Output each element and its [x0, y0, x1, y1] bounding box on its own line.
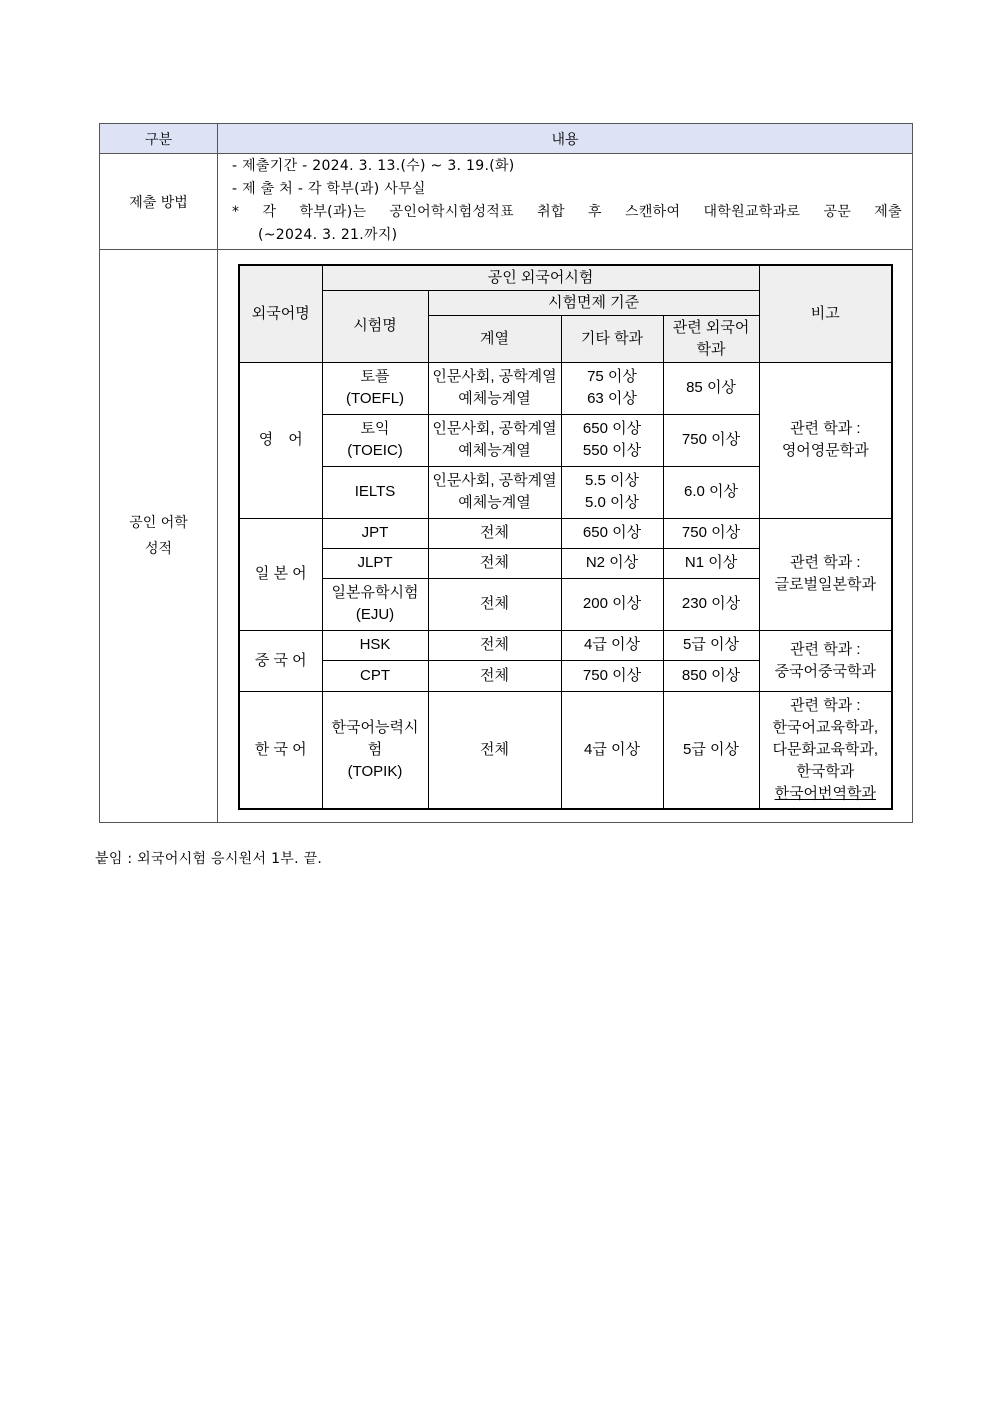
eju-field: 전체 [428, 578, 561, 630]
toefl-field [428, 362, 561, 414]
exam-ielts: IELTS [322, 466, 428, 518]
note-word: 대학원교학과로 [703, 204, 801, 220]
exam-name-line: 토플 [360, 368, 390, 385]
submission-deadline: (~2024. 3. 21.까지) [258, 227, 398, 243]
exam-eju [322, 578, 428, 630]
header-content: 내용 [218, 124, 913, 154]
note-chinese [759, 630, 892, 691]
exam-toefl [322, 362, 428, 414]
exam-cpt: CPT [322, 660, 428, 691]
note-word: * [232, 204, 240, 220]
score-label [100, 250, 218, 823]
field-line: 인문사회, 공학계열 [432, 420, 557, 437]
header-language: 외국어명 [239, 265, 322, 362]
score-line: 550 이상 [582, 442, 642, 459]
note-japanese [759, 518, 892, 630]
toefl-other [561, 362, 663, 414]
header-related-line: 관련 외국어 [672, 318, 750, 336]
note-korean [759, 691, 892, 809]
note-word: 취합 [537, 204, 565, 220]
hsk-field: 전체 [428, 630, 561, 660]
score-content [218, 250, 913, 823]
cpt-field: 전체 [428, 660, 561, 691]
language-exam-table [238, 264, 893, 810]
score-line: 75 이상 [587, 368, 637, 385]
field-line: 예체능계열 [458, 442, 531, 459]
exam-name-line: 일본유학시험 [331, 584, 419, 601]
exam-name-line: 토익 [360, 420, 390, 437]
note-line: 관련 학과 : [790, 640, 861, 658]
header-exemption: 시험면제 기준 [428, 290, 759, 315]
note-line: 중국어중국학과 [774, 662, 877, 680]
note-word: 공인어학시험성적표 [389, 204, 514, 220]
toefl-related: 85 이상 [663, 362, 759, 414]
note-line: 관련 학과 : [790, 420, 861, 437]
submission-note [232, 201, 902, 224]
jlpt-other: N2 이상 [561, 548, 663, 578]
attachment-note: 붙임 : 외국어시험 응시원서 1부. 끝. [95, 851, 323, 867]
note-line: 한국학과 [796, 762, 855, 780]
exam-topik [322, 691, 428, 809]
header-category: 구분 [100, 124, 218, 154]
lang-chinese: 중 국 어 [239, 630, 322, 691]
note-line: 관련 학과 : [790, 554, 861, 571]
header-official-exam: 공인 외국어시험 [322, 265, 759, 290]
score-line: 650 이상 [582, 420, 642, 437]
hsk-other: 4급 이상 [561, 630, 663, 660]
lang-english: 영 어 [239, 362, 322, 518]
note-line: 관련 학과 : [790, 696, 861, 714]
note-word: 스캔하여 [625, 204, 681, 220]
method-content [218, 154, 913, 250]
note-word: 각 [262, 204, 277, 220]
field-line: 인문사회, 공학계열 [432, 472, 557, 489]
score-line: 63 이상 [587, 390, 637, 407]
field-line: 인문사회, 공학계열 [432, 368, 557, 385]
toeic-field [428, 414, 561, 466]
field-line: 예체능계열 [458, 390, 531, 407]
header-note: 비고 [759, 265, 892, 362]
score-line: 5.0 이상 [585, 494, 639, 511]
field-line: 예체능계열 [458, 494, 531, 511]
jlpt-related: N1 이상 [663, 548, 759, 578]
note-line: 다문화교육학과, [772, 740, 879, 758]
exam-name-line: 한국어능력시 [331, 718, 419, 736]
topik-other: 4급 이상 [561, 691, 663, 809]
score-label-line: 공인 어학 [129, 515, 188, 531]
ielts-other [561, 466, 663, 518]
note-line: 영어영문학과 [781, 442, 869, 459]
topik-related: 5급 이상 [663, 691, 759, 809]
header-field: 계열 [428, 315, 561, 362]
exam-name-line: (TOEFL) [345, 390, 405, 407]
header-exam-name: 시험명 [322, 290, 428, 362]
exam-jlpt: JLPT [322, 548, 428, 578]
exam-hsk: HSK [322, 630, 428, 660]
jpt-related: 750 이상 [663, 518, 759, 548]
exam-name-line: (TOEIC) [347, 442, 403, 459]
header-related-line: 학과 [696, 340, 726, 358]
header-related-dept [663, 315, 759, 362]
score-line: 5.5 이상 [585, 472, 639, 489]
submission-period: - 제출기간 - 2024. 3. 13.(수) ~ 3. 19.(화) [232, 158, 515, 174]
jlpt-field: 전체 [428, 548, 561, 578]
method-label: 제출 방법 [100, 154, 218, 250]
exam-name-line: (TOPIK) [347, 762, 403, 780]
jpt-field: 전체 [428, 518, 561, 548]
exam-jpt: JPT [322, 518, 428, 548]
exam-name-line: 험 [367, 740, 383, 758]
ielts-related: 6.0 이상 [663, 466, 759, 518]
submission-place: - 제 출 처 - 각 학부(과) 사무실 [232, 181, 426, 197]
eju-other: 200 이상 [561, 578, 663, 630]
note-word: 공문 [823, 204, 852, 220]
toeic-other [561, 414, 663, 466]
exam-name-line: (EJU) [355, 606, 395, 623]
header-other-dept: 기타 학과 [561, 315, 663, 362]
jpt-other: 650 이상 [561, 518, 663, 548]
ielts-field [428, 466, 561, 518]
note-word: 제출 [874, 204, 902, 220]
hsk-related: 5급 이상 [663, 630, 759, 660]
note-line: 글로벌일본학과 [774, 576, 877, 593]
lang-japanese: 일 본 어 [239, 518, 322, 630]
topik-field: 전체 [428, 691, 561, 809]
notice-table [99, 123, 913, 823]
note-english [759, 362, 892, 518]
toeic-related: 750 이상 [663, 414, 759, 466]
eju-related: 230 이상 [663, 578, 759, 630]
note-word: 후 [587, 204, 602, 220]
note-line-underlined: 한국어번역학과 [774, 784, 877, 802]
cpt-other: 750 이상 [561, 660, 663, 691]
note-line: 한국어교육학과, [772, 718, 879, 736]
exam-toeic [322, 414, 428, 466]
score-label-line: 성적 [144, 541, 173, 557]
note-word: 학부(과)는 [299, 204, 367, 220]
lang-korean: 한 국 어 [239, 691, 322, 809]
cpt-related: 850 이상 [663, 660, 759, 691]
